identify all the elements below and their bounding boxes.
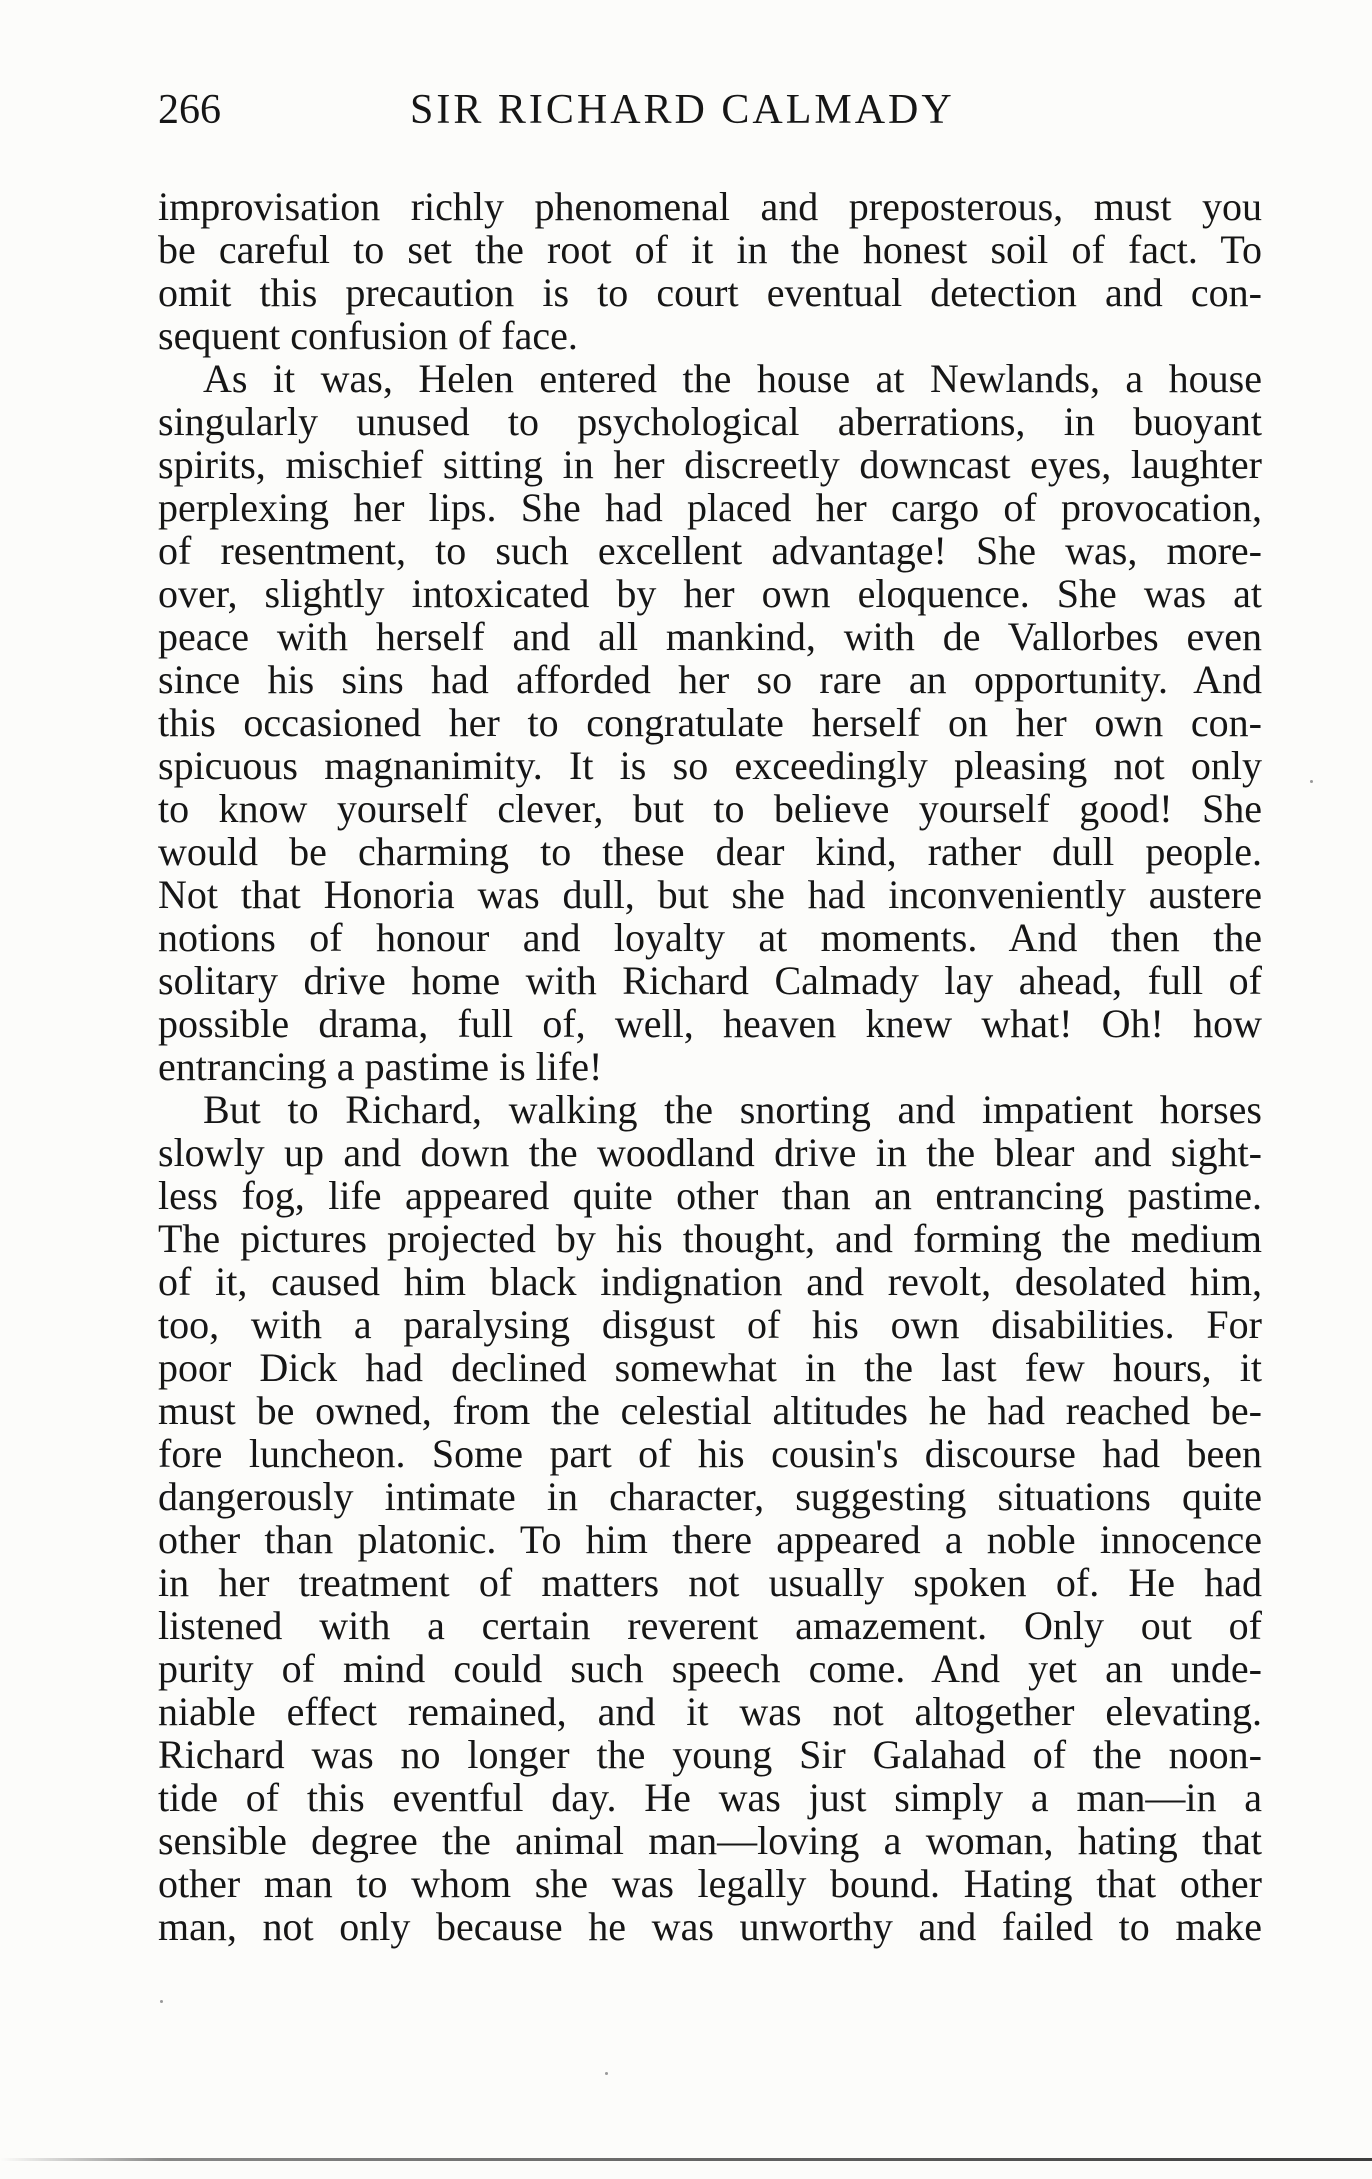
text-line: of resentment, to such excellent advantage! She was, more- <box>158 528 1262 573</box>
text-line: be careful to set the root of it in the honest soil of fact. To <box>158 227 1262 272</box>
text-line: Richard was no longer the young Sir Galahad of the noon- <box>158 1732 1262 1777</box>
text-line: possible drama, full of, well, heaven knew what! Oh! how <box>158 1001 1262 1046</box>
text-line: this occasioned her to congratulate herself on her own con- <box>158 700 1262 745</box>
text-line: in her treatment of matters not usually spoken of. He had <box>158 1560 1262 1605</box>
text-line: other than platonic. To him there appeared a noble innocence <box>158 1517 1262 1562</box>
text-line: niable effect remained, and it was not altogether elevating. <box>158 1689 1262 1734</box>
text-line: perplexing her lips. She had placed her cargo of provocation, <box>158 485 1262 530</box>
text-line: must be owned, from the celestial altitudes he had reached be- <box>158 1388 1262 1433</box>
text-line: over, slightly intoxicated by her own eloquence. She was at <box>158 571 1262 616</box>
text-line: singularly unused to psychological aberrations, in buoyant <box>158 399 1262 444</box>
text-line: purity of mind could such speech come. And yet an unde- <box>158 1646 1262 1691</box>
text-line: sensible degree the animal man—loving a woman, hating that <box>158 1818 1262 1863</box>
text-line: Not that Honoria was dull, but she had inconveniently austere <box>158 872 1262 917</box>
paper-speck <box>1310 780 1313 783</box>
text-line: entrancing a pastime is life! <box>158 1044 603 1089</box>
paper-speck <box>605 2072 608 2075</box>
text-line: slowly up and down the woodland drive in the blear and sight- <box>158 1130 1262 1175</box>
text-line: peace with herself and all mankind, with de Vallorbes even <box>158 614 1262 659</box>
text-line: solitary drive home with Richard Calmady lay ahead, full of <box>158 958 1262 1003</box>
text-line: notions of honour and loyalty at moments. And then the <box>158 915 1262 960</box>
text-line: spirits, mischief sitting in her discreetly downcast eyes, laughter <box>158 442 1262 487</box>
text-line: would be charming to these dear kind, rather dull people. <box>158 829 1262 874</box>
text-line: omit this precaution is to court eventual detection and con- <box>158 270 1262 315</box>
text-line: listened with a certain reverent amazement. Only out of <box>158 1603 1262 1648</box>
running-head: SIR RICHARD CALMADY <box>410 87 955 133</box>
text-line: As it was, Helen entered the house at Newlands, a house <box>203 356 1262 401</box>
text-line: too, with a paralysing disgust of his own disabilities. For <box>158 1302 1262 1347</box>
text-line: since his sins had afforded her so rare an opportunity. And <box>158 657 1262 702</box>
text-line: tide of this eventful day. He was just simply a man—in a <box>158 1775 1262 1820</box>
text-line: man, not only because he was unworthy and failed to make <box>158 1904 1262 1949</box>
text-line: dangerously intimate in character, suggesting situations quite <box>158 1474 1262 1519</box>
text-line: But to Richard, walking the snorting and impatient horses <box>203 1087 1262 1132</box>
text-line: to know yourself clever, but to believe yourself good! She <box>158 786 1262 831</box>
text-line: The pictures projected by his thought, and forming the medium <box>158 1216 1262 1261</box>
text-line: fore luncheon. Some part of his cousin's discourse had been <box>158 1431 1262 1476</box>
paper-speck <box>160 2000 163 2003</box>
text-line: spicuous magnanimity. It is so exceedingly pleasing not only <box>158 743 1262 788</box>
text-line: poor Dick had declined somewhat in the last few hours, it <box>158 1345 1262 1390</box>
text-line: of it, caused him black indignation and revolt, desolated him, <box>158 1259 1262 1304</box>
page-number: 266 <box>158 87 221 133</box>
text-line: other man to whom she was legally bound. Hating that other <box>158 1861 1262 1906</box>
text-line: improvisation richly phenomenal and preposterous, must you <box>158 184 1262 229</box>
text-line: sequent confusion of face. <box>158 313 578 358</box>
text-line: less fog, life appeared quite other than an entrancing pastime. <box>158 1173 1262 1218</box>
scan-edge-rule <box>0 2158 1372 2161</box>
